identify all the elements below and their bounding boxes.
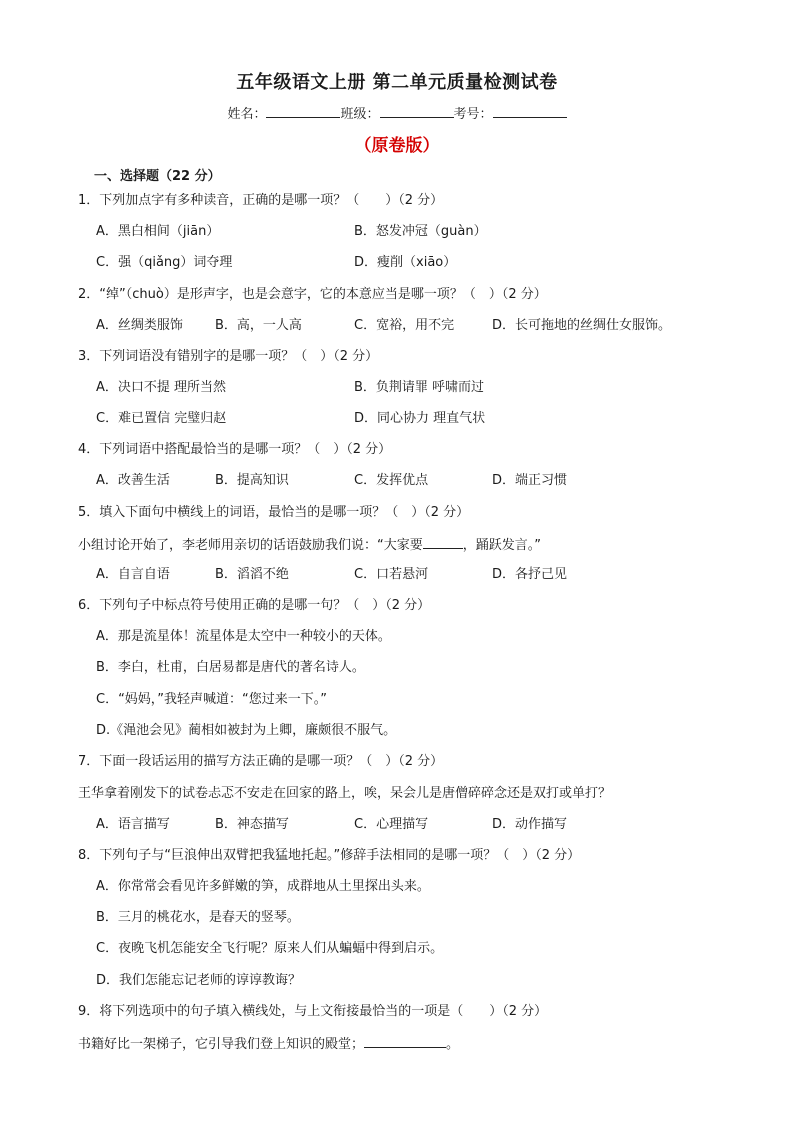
question-4-option-d: D．端正习惯 bbox=[492, 473, 568, 488]
question-5-answer-blank[interactable] bbox=[423, 536, 463, 549]
question-8-option-b: B．三月的桃花水，是春天的竖琴。 bbox=[96, 910, 300, 925]
question-7-stem: 7．下面一段话运用的描写方法正确的是哪一项？（ ）（2 分） bbox=[78, 754, 444, 769]
question-5-context-after: ，踊跃发言。” bbox=[462, 538, 541, 553]
question-4-option-a: A．改善生活 bbox=[96, 473, 170, 488]
question-9-stem: 9．将下列选项中的句子填入横线处，与上文衔接最恰当的一项是（ ）（2 分） bbox=[78, 1004, 548, 1019]
question-7-option-d: D．动作描写 bbox=[492, 817, 568, 832]
question-3-option-b: B．负荆请罪 呼啸而过 bbox=[354, 380, 485, 395]
question-9-answer-blank[interactable] bbox=[364, 1035, 446, 1048]
question-1-option-c: C．强（qiǎng）词夺理 bbox=[96, 255, 233, 270]
question-8-option-d: D．我们怎能忘记老师的谆谆教诲？ bbox=[96, 973, 302, 988]
question-1-option-b: B．怒发冲冠（guàn） bbox=[354, 224, 487, 239]
question-3-option-a: A．决口不提 理所当然 bbox=[96, 380, 227, 395]
question-8-stem: 8．下列句子与“巨浪伸出双臂把我猛地托起。”修辞手法相同的是哪一项？（ ）（2 分） bbox=[78, 848, 581, 863]
question-7-option-a: A．语言描写 bbox=[96, 817, 170, 832]
question-5-option-b: B．滔滔不绝 bbox=[215, 567, 289, 582]
question-8-option-a: A．你常常会看见许多鲜嫩的笋，成群地从土里探出头来。 bbox=[96, 879, 430, 894]
edition-label: （原卷版） bbox=[354, 136, 440, 156]
student-info-line bbox=[0, 103, 794, 122]
exam-title: 五年级语文上册 第二单元质量检测试卷 bbox=[236, 72, 558, 93]
question-3-option-c: C．难已置信 完璧归赵 bbox=[96, 411, 227, 426]
question-5-context-before: 小组讨论开始了，李老师用亲切的话语鼓励我们说：“大家要 bbox=[78, 538, 423, 553]
question-6-stem: 6．下列句子中标点符号使用正确的是哪一句？（ ）（2 分） bbox=[78, 598, 431, 613]
question-6-option-a: A．那是流星体！流星体是太空中一种较小的天体。 bbox=[96, 629, 391, 644]
name-blank[interactable] bbox=[266, 105, 340, 118]
question-4-stem: 4．下列词语中搭配最恰当的是哪一项？（ ）（2 分） bbox=[78, 442, 392, 457]
question-5-option-a: A．自言自语 bbox=[96, 567, 170, 582]
class-blank[interactable] bbox=[380, 105, 454, 118]
question-5-context bbox=[78, 536, 541, 554]
question-6-option-b: B．李白，杜甫，白居易都是唐代的著名诗人。 bbox=[96, 660, 365, 675]
question-5-option-c: C．口若悬河 bbox=[354, 567, 429, 582]
question-1-option-a: A．黑白相间（jiān） bbox=[96, 224, 220, 239]
question-2-stem: 2．“绰”（chuò）是形声字，也是会意字，它的本意应当是哪一项？（ ）（2 分） bbox=[78, 287, 547, 302]
question-1-option-d: D．瘦削（xiāo） bbox=[354, 255, 457, 270]
exam-no-label: 考号： bbox=[453, 107, 493, 122]
question-4-option-c: C．发挥优点 bbox=[354, 473, 429, 488]
question-5-option-d: D．各抒己见 bbox=[492, 567, 568, 582]
question-1-stem: 1．下列加点字有多种读音，正确的是哪一项？（ ）（2 分） bbox=[78, 193, 444, 208]
question-7-context: 王华拿着刚发下的试卷忐忑不安走在回家的路上，唉，呆会儿是唐僧碎碎念还是双打或单打？ bbox=[78, 786, 612, 801]
question-5-stem: 5．填入下面句中横线上的词语，最恰当的是哪一项？（ ）（2 分） bbox=[78, 505, 470, 520]
question-3-option-d: D．同心协力 理直气状 bbox=[354, 411, 486, 426]
question-7-option-c: C．心理描写 bbox=[354, 817, 429, 832]
exam-no-blank[interactable] bbox=[493, 105, 567, 118]
question-8-option-c: C．夜晚飞机怎能安全飞行呢？原来人们从蝙蝠中得到启示。 bbox=[96, 941, 444, 956]
name-label: 姓名： bbox=[227, 107, 267, 122]
question-9-context-before: 书籍好比一架梯子，它引导我们登上知识的殿堂； bbox=[78, 1037, 365, 1052]
question-2-option-c: C．宽裕，用不完 bbox=[354, 318, 455, 333]
question-2-option-b: B．高，一人高 bbox=[215, 318, 302, 333]
question-3-stem: 3．下列词语没有错别字的是哪一项？（ ）（2 分） bbox=[78, 349, 379, 364]
question-6-option-d: D.《渑池会见》蔺相如被封为上卿，廉颇很不服气。 bbox=[96, 723, 397, 738]
question-2-option-a: A．丝绸类服饰 bbox=[96, 318, 183, 333]
question-7-option-b: B．神态描写 bbox=[215, 817, 289, 832]
question-4-option-b: B．提高知识 bbox=[215, 473, 289, 488]
question-6-option-c: C．“妈妈，”我轻声喊道：“您过来一下。” bbox=[96, 692, 328, 707]
class-label: 班级： bbox=[340, 107, 380, 122]
question-9-context-after: 。 bbox=[446, 1037, 460, 1052]
section-title: 一、选择题（22 分） bbox=[94, 169, 221, 184]
question-2-option-d: D．长可拖地的丝绸仕女服饰。 bbox=[492, 318, 672, 333]
question-9-context bbox=[78, 1035, 459, 1053]
